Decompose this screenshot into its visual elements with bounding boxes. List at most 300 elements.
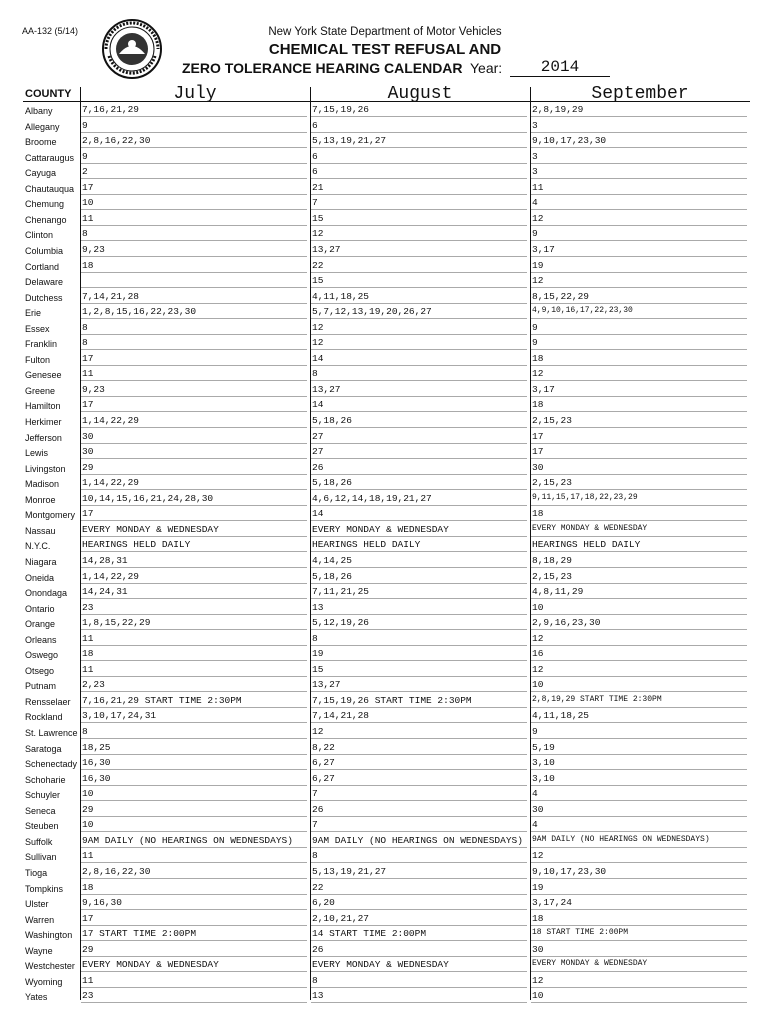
hearing-dates-july: 23 xyxy=(82,990,94,1002)
hearing-dates-july: 10 xyxy=(82,197,94,209)
county-name: Tompkins xyxy=(25,883,64,894)
row-rule xyxy=(531,163,747,164)
hearing-dates-july: 11 xyxy=(82,663,94,675)
county-name: Madison xyxy=(25,479,60,490)
row-rule xyxy=(311,707,527,708)
row-rule xyxy=(311,722,527,723)
row-rule xyxy=(311,738,527,739)
hearing-dates-sep: 18 START TIME 2:00PM xyxy=(532,928,629,938)
hearing-dates-sep: 18 xyxy=(532,352,544,364)
hearing-dates-aug: 12 xyxy=(312,321,324,333)
hearing-dates-july: 23 xyxy=(82,601,94,613)
hearing-dates-aug: 27 xyxy=(312,446,324,458)
row-rule xyxy=(531,894,747,895)
hearing-dates-sep: 10 xyxy=(532,679,544,691)
county-name: Westchester xyxy=(25,961,75,972)
county-name: Livingston xyxy=(25,463,66,474)
row-rule xyxy=(311,303,527,304)
row-rule xyxy=(311,443,527,444)
row-rule xyxy=(531,505,747,506)
row-rule xyxy=(81,738,307,739)
row-rule xyxy=(531,707,747,708)
table-row xyxy=(23,881,750,897)
hearing-dates-sep: 10 xyxy=(532,601,544,613)
table-row xyxy=(23,616,750,632)
hearing-dates-sep: 2,15,23 xyxy=(532,477,572,489)
row-rule xyxy=(311,583,527,584)
row-rule xyxy=(81,287,307,288)
hearing-dates-july: 8 xyxy=(82,337,88,349)
hearing-dates-july: 17 xyxy=(82,912,94,924)
row-rule xyxy=(81,194,307,195)
hearing-dates-sep: 12 xyxy=(532,275,544,287)
row-rule xyxy=(81,458,307,459)
row-rule xyxy=(311,505,527,506)
row-rule xyxy=(531,147,747,148)
table-row xyxy=(23,103,750,119)
county-name: Rensselaer xyxy=(25,696,71,707)
hearing-dates-aug: 27 xyxy=(312,430,324,442)
table-row xyxy=(23,352,750,368)
hearing-dates-july: 17 xyxy=(82,399,94,411)
hearing-dates-july: 14,24,31 xyxy=(82,586,128,598)
hearing-dates-july: 14,28,31 xyxy=(82,554,128,566)
hearing-dates-sep: 10 xyxy=(532,990,544,1002)
hearing-dates-sep: 9,10,17,23,30 xyxy=(532,865,607,877)
row-rule xyxy=(81,940,307,941)
table-row xyxy=(23,554,750,570)
row-rule xyxy=(311,209,527,210)
hearing-dates-sep: 12 xyxy=(532,850,544,862)
table-row xyxy=(23,927,750,943)
county-name: Cortland xyxy=(25,261,60,272)
county-name: Chenango xyxy=(25,214,67,225)
hearing-dates-aug: 13,27 xyxy=(312,679,341,691)
hearing-dates-sep: 18 xyxy=(532,912,544,924)
county-name: Ontario xyxy=(25,603,55,614)
table-row xyxy=(23,165,750,181)
row-rule xyxy=(531,116,747,117)
row-rule xyxy=(311,894,527,895)
row-rule xyxy=(531,909,747,910)
row-rule xyxy=(81,396,307,397)
hearing-dates-aug: 6,20 xyxy=(312,897,335,909)
hearing-dates-sep: 4,11,18,25 xyxy=(532,710,590,722)
hearing-dates-july: 17 xyxy=(82,508,94,520)
hearing-dates-sep: 3,10 xyxy=(532,772,555,784)
table-row xyxy=(23,896,750,912)
table-row xyxy=(23,119,750,135)
table-row xyxy=(23,523,750,539)
table-row xyxy=(23,430,750,446)
hearing-dates-aug: EVERY MONDAY & WEDNESDAY xyxy=(312,523,449,535)
row-rule xyxy=(311,598,527,599)
row-rule xyxy=(81,645,307,646)
row-rule xyxy=(531,411,747,412)
table-row xyxy=(23,865,750,881)
hearing-dates-july: 7,16,21,29 xyxy=(82,104,140,115)
row-rule xyxy=(531,785,747,786)
row-rule xyxy=(311,349,527,350)
county-name: Chemung xyxy=(25,199,65,210)
hearing-dates-sep: 3 xyxy=(532,166,538,178)
hearing-dates-sep: 3,17,24 xyxy=(532,897,572,909)
hearing-dates-july: 17 xyxy=(82,181,94,193)
county-name: Orleans xyxy=(25,634,57,645)
row-rule xyxy=(311,614,527,615)
row-rule xyxy=(81,303,307,304)
hearing-dates-sep: HEARINGS HELD DAILY xyxy=(532,539,641,551)
row-rule xyxy=(311,925,527,926)
table-row xyxy=(23,958,750,974)
hearing-dates-july: 7,16,21,29 START TIME 2:30PM xyxy=(82,694,242,706)
row-rule xyxy=(81,925,307,926)
hearing-dates-sep: 17 xyxy=(532,430,544,442)
row-rule xyxy=(81,909,307,910)
hearing-dates-july: 18 xyxy=(82,648,94,660)
row-rule xyxy=(531,598,747,599)
row-rule xyxy=(531,287,747,288)
hearing-dates-sep: 12 xyxy=(532,974,544,986)
table-row xyxy=(23,367,750,383)
hearing-dates-aug: 4,6,12,14,18,19,21,27 xyxy=(312,492,432,504)
county-name: Putnam xyxy=(25,681,57,692)
table-row xyxy=(23,305,750,321)
row-rule xyxy=(531,272,747,273)
row-rule xyxy=(81,116,307,117)
row-rule xyxy=(81,676,307,677)
hearing-dates-july: 17 xyxy=(82,352,94,364)
table-header-row xyxy=(23,84,750,104)
row-rule xyxy=(531,629,747,630)
row-rule xyxy=(531,987,747,988)
row-rule xyxy=(531,427,747,428)
hearing-dates-july: 16,30 xyxy=(82,757,111,769)
table-row xyxy=(23,772,750,788)
hearing-dates-july: 2 xyxy=(82,166,88,178)
county-name: Delaware xyxy=(25,277,64,288)
hearing-dates-july: 8 xyxy=(82,228,88,240)
row-rule xyxy=(311,940,527,941)
row-rule xyxy=(81,971,307,972)
row-rule xyxy=(531,536,747,537)
row-rule xyxy=(311,194,527,195)
hearing-dates-sep: 3,17 xyxy=(532,243,555,255)
hearing-dates-sep: 2,9,16,23,30 xyxy=(532,617,601,629)
row-rule xyxy=(81,862,307,863)
row-rule xyxy=(531,474,747,475)
row-rule xyxy=(311,256,527,257)
hearing-dates-sep: EVERY MONDAY & WEDNESDAY xyxy=(532,523,648,533)
row-rule xyxy=(531,614,747,615)
hearing-dates-july: 2,8,16,22,30 xyxy=(82,865,151,877)
hearing-dates-july: 11 xyxy=(82,368,94,380)
row-rule xyxy=(81,443,307,444)
table-row xyxy=(23,212,750,228)
county-name: Dutchess xyxy=(25,292,63,303)
table-row xyxy=(23,943,750,959)
row-rule xyxy=(531,1002,747,1003)
hearing-dates-aug: 14 xyxy=(312,352,324,364)
table-row xyxy=(23,196,750,212)
row-rule xyxy=(531,862,747,863)
table-row xyxy=(23,601,750,617)
row-rule xyxy=(311,489,527,490)
hearing-dates-sep: 18 xyxy=(532,508,544,520)
hearing-dates-july: 9 xyxy=(82,150,88,162)
county-name: Monroe xyxy=(25,494,56,505)
hearing-dates-july: 11 xyxy=(82,212,94,224)
hearing-dates-aug: 26 xyxy=(312,943,324,955)
hearing-dates-july: 10,14,15,16,21,24,28,30 xyxy=(82,492,214,504)
county-name: Columbia xyxy=(25,245,64,256)
row-rule xyxy=(531,178,747,179)
county-name: Schuyler xyxy=(25,790,61,801)
row-rule xyxy=(311,318,527,319)
row-rule xyxy=(81,132,307,133)
table-row xyxy=(23,694,750,710)
row-rule xyxy=(311,225,527,226)
row-rule xyxy=(81,178,307,179)
hearing-dates-sep: 12 xyxy=(532,663,544,675)
row-rule xyxy=(531,691,747,692)
table-row xyxy=(23,663,750,679)
table-row xyxy=(23,461,750,477)
table-row xyxy=(23,290,750,306)
hearing-dates-aug: 7,15,19,26 xyxy=(312,104,370,115)
row-rule xyxy=(81,365,307,366)
row-rule xyxy=(81,691,307,692)
row-rule xyxy=(81,956,307,957)
table-row xyxy=(23,398,750,414)
row-rule xyxy=(311,163,527,164)
hearing-dates-july: 2,8,16,22,30 xyxy=(82,135,151,147)
hearing-dates-sep: 2,8,19,29 START TIME 2:30PM xyxy=(532,694,662,704)
row-rule xyxy=(531,334,747,335)
year-field[interactable]: 2014 xyxy=(510,58,610,77)
county-name: Niagara xyxy=(25,556,57,567)
table-row xyxy=(23,803,750,819)
hearing-dates-sep: 30 xyxy=(532,803,544,815)
row-rule xyxy=(81,754,307,755)
county-name: Cayuga xyxy=(25,168,57,179)
row-rule xyxy=(531,754,747,755)
hearing-dates-july: 18 xyxy=(82,881,94,893)
county-name: Wayne xyxy=(25,945,53,956)
hearing-dates-july: 2,23 xyxy=(82,679,105,691)
hearing-dates-aug: 21 xyxy=(312,181,324,193)
row-rule xyxy=(311,1002,527,1003)
table-row xyxy=(23,321,750,337)
row-rule xyxy=(531,194,747,195)
hearing-dates-sep: 12 xyxy=(532,212,544,224)
row-rule xyxy=(311,909,527,910)
table-row xyxy=(23,709,750,725)
hearing-dates-aug: 7,15,19,26 START TIME 2:30PM xyxy=(312,694,472,706)
row-rule xyxy=(81,660,307,661)
hearing-dates-aug: 7 xyxy=(312,197,318,209)
row-rule xyxy=(311,567,527,568)
row-rule xyxy=(311,831,527,832)
county-name: Otsego xyxy=(25,665,55,676)
row-rule xyxy=(531,380,747,381)
row-rule xyxy=(81,147,307,148)
table-row xyxy=(23,912,750,928)
row-rule xyxy=(311,660,527,661)
hearing-dates-sep: 30 xyxy=(532,461,544,473)
row-rule xyxy=(531,676,747,677)
hearing-dates-aug: 8 xyxy=(312,368,318,380)
row-rule xyxy=(81,209,307,210)
row-rule xyxy=(311,287,527,288)
month-header-july: July xyxy=(173,84,217,104)
hearing-dates-aug: 7,11,21,25 xyxy=(312,586,370,598)
row-rule xyxy=(81,380,307,381)
hearing-dates-aug: 6,27 xyxy=(312,757,335,769)
row-rule xyxy=(81,598,307,599)
form-number: AA-132 (5/14) xyxy=(22,26,79,36)
hearing-dates-july: 1,14,22,29 xyxy=(82,570,140,582)
county-name: Wyoming xyxy=(25,976,63,987)
hearing-dates-july: EVERY MONDAY & WEDNESDAY xyxy=(82,523,219,535)
hearing-dates-aug: 2,10,21,27 xyxy=(312,912,370,924)
year-label: Year: xyxy=(470,60,503,76)
row-rule xyxy=(531,645,747,646)
row-rule xyxy=(81,722,307,723)
form-title-line1: CHEMICAL TEST REFUSAL AND xyxy=(268,41,502,58)
row-rule xyxy=(531,443,747,444)
hearing-dates-july: 9AM DAILY (NO HEARINGS ON WEDNESDAYS) xyxy=(82,834,293,846)
hearing-dates-july: 17 START TIME 2:00PM xyxy=(82,928,197,940)
row-rule xyxy=(311,987,527,988)
county-name: Albany xyxy=(25,106,53,116)
hearing-dates-aug: 5,18,26 xyxy=(312,570,352,582)
row-rule xyxy=(81,614,307,615)
table-row xyxy=(23,383,750,399)
hearing-dates-sep: 4,9,10,16,17,22,23,30 xyxy=(532,306,633,316)
hearing-dates-aug: 8 xyxy=(312,632,318,644)
county-name: Greene xyxy=(25,385,56,396)
row-rule xyxy=(81,318,307,319)
hearing-dates-sep: 2,15,23 xyxy=(532,415,572,426)
row-rule xyxy=(531,831,747,832)
table-row xyxy=(23,818,750,834)
hearing-dates-aug: HEARINGS HELD DAILY xyxy=(312,539,421,551)
hearing-dates-aug: 5,13,19,21,27 xyxy=(312,865,387,877)
county-name: Essex xyxy=(25,323,50,334)
row-rule xyxy=(531,971,747,972)
row-rule xyxy=(531,225,747,226)
county-name: Clinton xyxy=(25,230,54,241)
row-rule xyxy=(81,785,307,786)
row-rule xyxy=(531,303,747,304)
hearing-dates-july: 16,30 xyxy=(82,772,111,784)
hearing-dates-july: 11 xyxy=(82,632,94,644)
hearing-dates-july: 7,14,21,28 xyxy=(82,290,140,302)
table-row xyxy=(23,259,750,275)
county-name: Herkimer xyxy=(25,417,62,427)
hearing-dates-july: 29 xyxy=(82,943,94,955)
table-row xyxy=(23,585,750,601)
table-row xyxy=(23,741,750,757)
row-rule xyxy=(81,707,307,708)
hearing-dates-sep: 4,8,11,29 xyxy=(532,586,584,598)
hearing-dates-july: 11 xyxy=(82,850,94,862)
row-rule xyxy=(311,396,527,397)
hearing-dates-sep: 12 xyxy=(532,368,544,380)
hearing-dates-sep: 12 xyxy=(532,632,544,644)
hearing-dates-sep: 3,10 xyxy=(532,757,555,769)
row-rule xyxy=(81,474,307,475)
row-rule xyxy=(531,583,747,584)
county-name: Onondaga xyxy=(25,588,68,599)
hearing-dates-july: 30 xyxy=(82,446,94,458)
row-rule xyxy=(531,396,747,397)
month-header-september: September xyxy=(591,84,689,104)
hearing-dates-aug: 14 START TIME 2:00PM xyxy=(312,928,427,940)
table-row xyxy=(23,476,750,492)
row-rule xyxy=(531,256,747,257)
row-rule xyxy=(311,676,527,677)
row-rule xyxy=(311,754,527,755)
hearing-dates-aug: 6 xyxy=(312,150,318,162)
row-rule xyxy=(81,816,307,817)
hearing-dates-july: 11 xyxy=(82,974,94,986)
row-rule xyxy=(311,816,527,817)
hearing-dates-july: 9,23 xyxy=(82,243,105,255)
row-rule xyxy=(531,520,747,521)
hearing-dates-aug: 13,27 xyxy=(312,243,341,255)
county-name: N.Y.C. xyxy=(25,541,51,552)
county-name: Orange xyxy=(25,619,56,630)
row-rule xyxy=(311,629,527,630)
county-name: Lewis xyxy=(25,448,49,459)
row-rule xyxy=(531,956,747,957)
row-rule xyxy=(81,551,307,552)
county-name: St. Lawrence xyxy=(25,728,78,738)
county-name: Schenectady xyxy=(25,759,78,770)
hearing-dates-sep: 9,10,17,23,30 xyxy=(532,135,607,147)
hearing-dates-aug: 15 xyxy=(312,275,324,287)
hearing-dates-july: 1,14,22,29 xyxy=(82,477,140,489)
hearing-dates-sep: 9 xyxy=(532,228,538,240)
row-rule xyxy=(531,769,747,770)
hearing-dates-sep: 3,17 xyxy=(532,383,555,395)
hearing-dates-july: 18,25 xyxy=(82,741,111,753)
hearing-dates-sep: 16 xyxy=(532,648,544,660)
department-name: New York State Department of Motor Vehicles xyxy=(268,26,502,38)
hearing-dates-sep: 17 xyxy=(532,446,544,458)
county-name: Steuben xyxy=(25,821,59,832)
row-rule xyxy=(81,505,307,506)
hearing-dates-july: 8 xyxy=(82,726,88,737)
row-rule xyxy=(311,380,527,381)
county-name: Warren xyxy=(25,914,55,925)
row-rule xyxy=(81,878,307,879)
hearing-dates-aug: 12 xyxy=(312,228,324,240)
hearing-calendar-table xyxy=(23,84,750,1003)
county-name: Yates xyxy=(25,992,48,1003)
row-rule xyxy=(311,272,527,273)
row-rule xyxy=(81,847,307,848)
row-rule xyxy=(81,894,307,895)
row-rule xyxy=(311,645,527,646)
table-row xyxy=(23,725,750,741)
hearing-dates-aug: 5,7,12,13,19,20,26,27 xyxy=(312,306,432,318)
hearing-dates-july: 10 xyxy=(82,819,94,831)
row-rule xyxy=(311,878,527,879)
row-rule xyxy=(531,722,747,723)
